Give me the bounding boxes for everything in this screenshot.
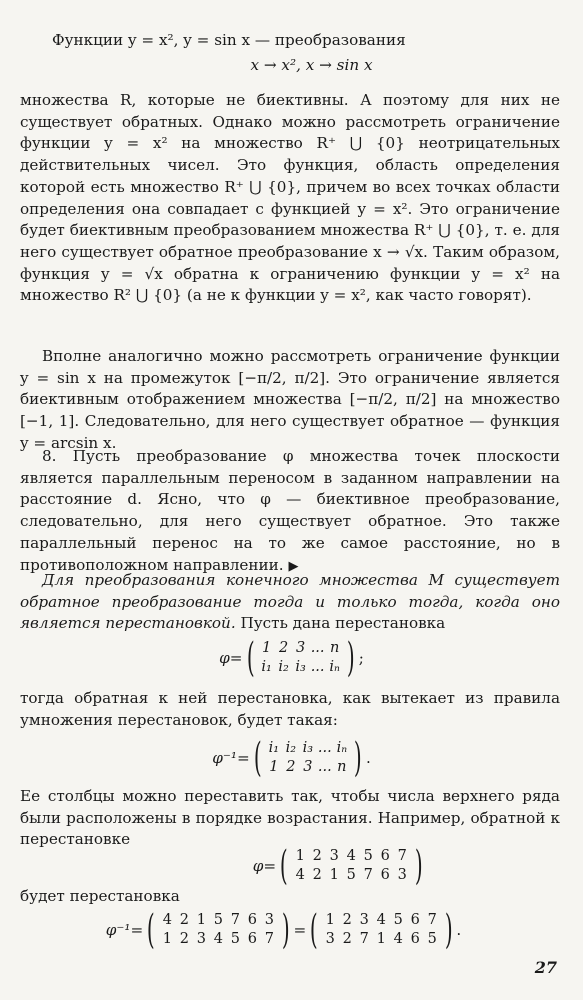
matrix-cell: 6 bbox=[410, 912, 420, 928]
equals-sign: = bbox=[263, 857, 277, 875]
matrix-row-top bbox=[265, 739, 350, 758]
matrix-cell: i₁ bbox=[261, 659, 272, 675]
matrix-cell: 4 bbox=[213, 931, 223, 947]
paragraph-restriction-square: множества R, которые не биективны. А поэтому для них не существует обратных. Однако можно рассмотреть ограничение функции y = x² на множество R⁺ ⋃ {0} неотрицательных действительных чисел. Это функция, область определения которой есть множество R⁺ ⋃ {0}, причем во всех точках области определения она совпадает с функцией y = x². Это ограничение будет биективным преобразованием множества R⁺ ⋃ {0}, т. е. для него существует обратное преобразование x → √x. Таким образом, функция y = √x обратна к ограничению функции y = x² на множество R² ⋃ {0} (а не к функции y = x², как часто говорят). bbox=[20, 91, 560, 305]
formula-permutation-body bbox=[219, 635, 364, 681]
open-paren: ( bbox=[253, 735, 262, 781]
matrix-cell: 2 bbox=[342, 912, 352, 928]
matrix-cell: ... bbox=[317, 759, 332, 775]
page-number: 27 bbox=[534, 958, 557, 977]
period: . bbox=[456, 921, 462, 939]
matrix bbox=[258, 639, 343, 677]
matrix-cell: 2 bbox=[312, 867, 322, 883]
open-paren: ( bbox=[147, 907, 155, 953]
matrix-cell: 2 bbox=[279, 640, 289, 656]
matrix-cell: 4 bbox=[346, 848, 356, 864]
paragraph-inverse-rule: тогда обратная к ней перестановка, как вытекает из правила умножения перестановок, будет такая: bbox=[20, 689, 560, 729]
equals-sign: = bbox=[236, 749, 250, 767]
semicolon: ; bbox=[358, 649, 364, 667]
equals-sign: = bbox=[130, 921, 144, 939]
matrix-cell: iₙ bbox=[336, 740, 348, 756]
matrix-cell: i₂ bbox=[285, 740, 297, 756]
formula-inverse-permutation bbox=[0, 735, 583, 781]
header-line: Функции y = x², y = sin x — преобразования bbox=[52, 31, 406, 49]
phi-symbol: φ bbox=[252, 857, 264, 875]
matrix-cell: 3 bbox=[296, 640, 306, 656]
matrix-cell: 4 bbox=[393, 931, 403, 947]
matrix-cell: 3 bbox=[264, 912, 274, 928]
paragraph-result: будет перестановка bbox=[20, 887, 180, 905]
phi-inverse-symbol: φ⁻¹ bbox=[212, 749, 237, 767]
phi-symbol: φ bbox=[219, 649, 230, 667]
header-formula: x → x², x → sin x bbox=[250, 56, 373, 74]
matrix-cell: i₃ bbox=[295, 659, 306, 675]
matrix bbox=[322, 911, 441, 949]
paragraph-columns: Ее столбцы можно переставить так, чтобы числа верхнего ряда были расположены в порядке возрастания. Например, обратной к перестановке bbox=[20, 787, 560, 849]
close-paren: ) bbox=[281, 907, 290, 953]
matrix-cell: 2 bbox=[342, 931, 352, 947]
matrix bbox=[265, 739, 350, 777]
matrix-row-bottom bbox=[292, 866, 411, 885]
matrix-cell: 4 bbox=[376, 912, 386, 928]
matrix-row-top bbox=[322, 911, 441, 930]
matrix-cell: 5 bbox=[393, 912, 403, 928]
matrix-cell: 5 bbox=[346, 867, 356, 883]
matrix-cell: 6 bbox=[247, 931, 257, 947]
formula-example-permutation bbox=[48, 843, 583, 889]
paragraph-theorem bbox=[20, 570, 560, 635]
formula-example-body bbox=[252, 843, 427, 889]
matrix-cell: 4 bbox=[295, 867, 305, 883]
matrix-cell: ... bbox=[317, 740, 332, 756]
matrix-cell: 2 bbox=[312, 848, 322, 864]
matrix-cell: 1 bbox=[262, 640, 272, 656]
matrix-cell: 7 bbox=[363, 867, 373, 883]
matrix-cell: 7 bbox=[427, 912, 437, 928]
matrix-cell: 1 bbox=[295, 848, 305, 864]
matrix-cell: 5 bbox=[230, 931, 240, 947]
open-paren: ( bbox=[279, 843, 288, 889]
matrix-cell: 3 bbox=[325, 931, 335, 947]
matrix-cell: 5 bbox=[363, 848, 373, 864]
matrix-row-top bbox=[292, 847, 411, 866]
matrix-cell: 1 bbox=[196, 912, 206, 928]
matrix-cell: 1 bbox=[376, 931, 386, 947]
matrix-cell: 6 bbox=[410, 931, 420, 947]
matrix-row-bottom bbox=[258, 658, 343, 677]
matrix-cell: 3 bbox=[359, 912, 369, 928]
matrix-cell: 3 bbox=[196, 931, 206, 947]
end-mark-icon: ▶ bbox=[288, 558, 299, 574]
matrix-cell: 7 bbox=[230, 912, 240, 928]
close-paren: ) bbox=[414, 843, 423, 889]
matrix-cell: 7 bbox=[397, 848, 407, 864]
theorem-followup: Пусть дана перестановка bbox=[235, 614, 446, 633]
open-paren: ( bbox=[246, 635, 255, 681]
matrix-cell: 4 bbox=[162, 912, 172, 928]
matrix-cell: 6 bbox=[380, 848, 390, 864]
matrix-cell: 1 bbox=[269, 759, 279, 775]
period: . bbox=[365, 749, 371, 767]
matrix-cell: 2 bbox=[179, 912, 189, 928]
matrix bbox=[292, 847, 411, 885]
matrix-cell: 2 bbox=[179, 931, 189, 947]
matrix-row-top bbox=[159, 911, 278, 930]
matrix-row-bottom bbox=[322, 930, 441, 949]
paragraph-translation-text: 8. Пусть преобразование φ множества точек плоскости является параллельным переносом в заданном направлении на расстояние d. Ясно, что φ — биективное преобразование, следовательно, для него существует обратное. Это также параллельный перенос на то же самое расстояние, но в противоположном направлении. bbox=[20, 447, 560, 574]
formula-example-inverse-body bbox=[105, 907, 462, 953]
matrix-cell: 1 bbox=[329, 867, 339, 883]
matrix-cell: iₙ bbox=[329, 659, 340, 675]
matrix-cell: n bbox=[337, 759, 347, 775]
matrix-cell: 1 bbox=[325, 912, 335, 928]
matrix-row-bottom bbox=[159, 930, 278, 949]
matrix-cell: i₃ bbox=[302, 740, 314, 756]
matrix-cell: 3 bbox=[329, 848, 339, 864]
close-paren: ) bbox=[347, 635, 355, 681]
matrix-cell: n bbox=[329, 640, 340, 656]
formula-example-inverse bbox=[0, 907, 575, 953]
paragraph-translation bbox=[20, 446, 560, 577]
formula-permutation bbox=[0, 635, 583, 681]
matrix-cell: ... bbox=[310, 640, 325, 656]
matrix-cell: i₁ bbox=[268, 740, 280, 756]
paragraph-restriction-sine: Вполне аналогично можно рассмотреть ограничение функции y = sin x на промежуток [−π/2, π/2]. Это ограничение является биективным отображением множества [−π/2, π/2] на множество [−1, 1]. Следовательно, для него существует обратное — функция y = arcsin x. bbox=[20, 347, 560, 452]
open-paren: ( bbox=[310, 907, 318, 953]
formula-inverse-body bbox=[212, 735, 371, 781]
matrix-cell: 7 bbox=[264, 931, 274, 947]
phi-inverse-symbol: φ⁻¹ bbox=[105, 921, 131, 939]
matrix-cell: 6 bbox=[380, 867, 390, 883]
matrix-row-top bbox=[258, 639, 343, 658]
close-paren: ) bbox=[444, 907, 453, 953]
matrix-cell: 6 bbox=[247, 912, 257, 928]
matrix-cell: 5 bbox=[427, 931, 437, 947]
matrix-cell: 2 bbox=[286, 759, 296, 775]
matrix-cell: 5 bbox=[213, 912, 223, 928]
matrix-cell: 3 bbox=[397, 867, 407, 883]
equals-sign: = bbox=[293, 921, 307, 939]
matrix-cell: 3 bbox=[303, 759, 313, 775]
close-paren: ) bbox=[354, 735, 363, 781]
matrix-cell: ... bbox=[310, 659, 325, 675]
matrix-cell: 7 bbox=[359, 931, 369, 947]
matrix bbox=[159, 911, 278, 949]
theorem-statement: Для преобразования конечного множества M существует обратное преобразование тогда и только тогда, когда оно является перестановкой. bbox=[20, 571, 560, 633]
matrix-row-bottom bbox=[265, 758, 350, 777]
equals-sign: = bbox=[229, 649, 243, 667]
matrix-cell: i₂ bbox=[278, 659, 289, 675]
matrix-cell: 1 bbox=[162, 931, 172, 947]
